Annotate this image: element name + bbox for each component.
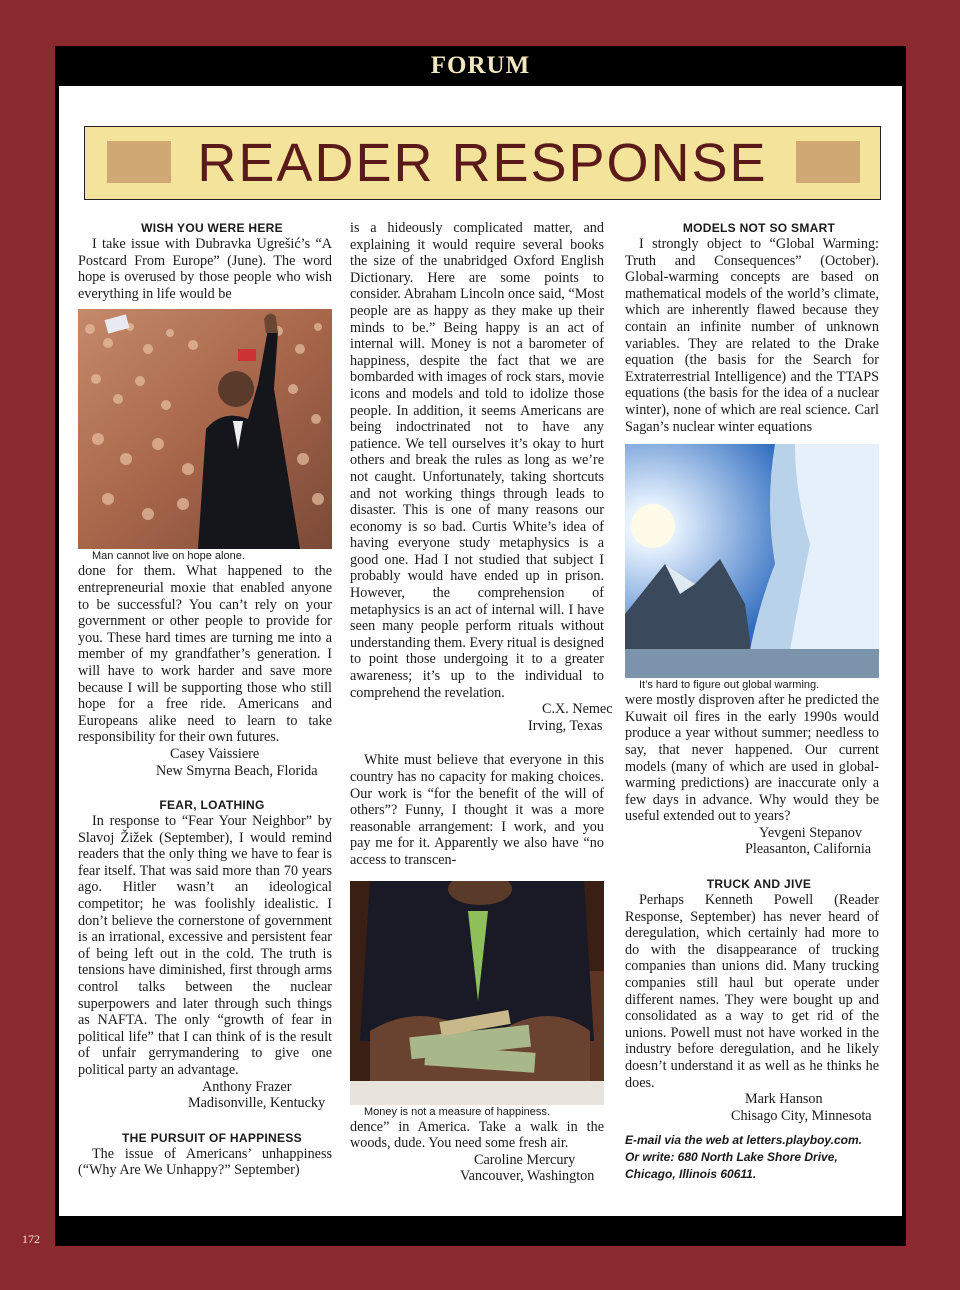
letter-signature [350,1152,604,1185]
letter-paragraph: In response to “Fear Your Neighbor” by Slavoj Žižek (September), I would remind readers that the only thing we have to fear is fear itself. That was said more than 70 years ago. Hitler wasn’t an ideological competitor; he was foolishly idealistic. I don’t believe the cornerstone of government is an irrational, excessive and persistent fear of being left out in the cold. The truth is tensions have diminished, first through arms control talks between the nuclear superpowers and later through such things as NAFTA. The only “growth of fear in political life” that I can think of is the result of unfair gerrymandering to give one political party an advantage. [78,813,332,1078]
letter-signature [78,746,332,779]
author-name: C.X. Nemec [542,701,613,718]
photo-caption: Money is not a measure of happiness. [364,1105,550,1118]
letter-paragraph: were mostly disproven after he predicted the Kuwait oil fires in the early 1990s would produce a year without summer; needless to say, that never happened. Our current models (many of which are used in global-warming predictions) are inaccurate only a few days in advance. Why would they be useful extended out to years? [625,692,879,825]
photo-money-man [350,881,604,1105]
page-title: READER RESPONSE [197,133,768,193]
photo-obama-crowd [78,309,332,549]
author-place: New Smyrna Beach, Florida [156,762,318,779]
photo-caption: Man cannot live on hope alone. [92,550,245,563]
photo-caption: It’s hard to figure out global warming. [639,679,820,692]
column-2 [350,220,613,1185]
author-name: Mark Hanson [745,1091,823,1108]
contact-line: Or write: 680 North Lake Shore Drive, [625,1150,838,1165]
author-name: Caroline Mercury [474,1151,576,1168]
author-place: Pleasanton, California [745,841,872,858]
money-man-image [350,881,604,1105]
author-place: Chisago City, Minnesota [731,1107,872,1124]
letter-heading: THE PURSUIT OF HAPPINESS [122,1130,302,1145]
letter-paragraph: dence” in America. Take a walk in the woods, dude. You need some fresh air. [350,1118,604,1152]
letter-signature [625,825,879,858]
author-name: Casey Vaissiere [170,745,260,762]
page-number: 172 [22,1232,40,1246]
page-body [59,86,902,1216]
banner-bar-right [796,141,860,183]
letter-heading: TRUCK AND JIVE [706,877,812,892]
letter-paragraph: White must believe that everyone in this country has no capacity for making choices. Our work is “for the benefit of the will of others”? Funny, I thought it was a more reasonable arrangement: I work, and you pay me for it. Apparently we also have “no access to transcen- [350,752,604,868]
letter-signature [350,701,613,734]
contact-line: E-mail via the web at letters.playboy.com. [625,1133,862,1148]
letter-paragraph: The issue of Americans’ unhappiness (“Why Are We Unhappy?” September) [78,1145,332,1179]
photo-glacier [625,444,879,678]
author-place: Madisonville, Kentucky [188,1095,326,1112]
letter-paragraph: done for them. What happened to the entrepreneurial moxie that enabled anyone to be successful? You can’t rely on your government or other people to provide for you. These hard times are turning me into a member of my grandfather’s generation. I will have to work harder and save more because I will be supporting those who still hope for a free ride. Americans and Europeans alike need to learn to take responsibility for their own futures. [78,563,332,746]
letter-paragraph: is a hideously complicated matter, and explaining it would require several books the size of the unabridged Oxford English Dictionary. Here are some points to consider. Abraham Lincoln once said, “Most people are as happy as they make up their minds to be.” Being happy is an act of internal will. Money is not a barometer of happiness, despite the fact that we are bombarded with images of rock stars, movie icons and models and told to idolize those people. In addition, it seems Americans are being indoctrinated not to have any patience. We tell ourselves it’s okay to hurt others and break the rules as long as we’re not caught. Unfortunately, taking shortcuts and not working things through leads to disaster. This is one of many reasons our economy is so bad. Curtis White’s idea of having everyone study metaphysics is a good one. Had I not studied that subject I probably would have ended up in prison. However, the comprehension of metaphysics is an act of internal will. I have seen many people perform rituals without understanding them. Every ritual is designed to point those undergoing it to a greater awareness; it’s up to the individual to comprehend the revelation. [350,220,604,701]
glacier-image [625,444,879,678]
letter-heading: WISH YOU WERE HERE [141,221,283,235]
letter-heading: MODELS NOT SO SMART [682,221,836,235]
page-container [55,46,906,1246]
letter-signature [625,1091,879,1124]
letter-heading: FEAR, LOATHING [159,798,265,813]
author-name: Anthony Frazer [202,1078,292,1095]
column-3 [625,220,879,1183]
letter-paragraph: Perhaps Kenneth Powell (Reader Response, September) has never heard of deregulation, which certainly had more to do with the disappearance of trucking companies than unions did. Many trucking companies still haul but operate under different names. They were bought up and consolidated as a way to get rid of the unions. Powell must not have worked in the industry before deregulation, and he likely doesn’t understand it as well as he thinks he does. [625,892,879,1091]
contact-line: Chicago, Illinois 60611. [625,1167,757,1182]
contact-info [625,1132,879,1183]
title-banner [84,126,881,200]
letter-paragraph: I strongly object to “Global Warming: Truth and Consequences” (October). Global-warming concepts are based on mathematical models of the world’s climate, which are inherently flawed because they contain an infinite number of unknown variables. They are related to the Drake equation (the basis for the Search for Extraterrestrial Intelligence) and the TTAPS equations (the basis for the idea of a nuclear winter), none of which are real science. Carl Sagan’s nuclear winter equations [625,236,879,435]
column-1 [78,220,332,1179]
author-place: Irving, Texas [528,717,603,734]
obama-crowd-image [78,309,332,549]
author-name: Yevgeni Stepanov [759,824,862,841]
letter-paragraph: I take issue with Dubravka Ugrešić’s “A Postcard From Europe” (June). The word hope is overused by those people who wish everything in life would be [78,236,332,302]
author-place: Vancouver, Washington [460,1168,595,1185]
letter-signature [78,1079,332,1112]
section-label: FORUM [430,52,531,79]
